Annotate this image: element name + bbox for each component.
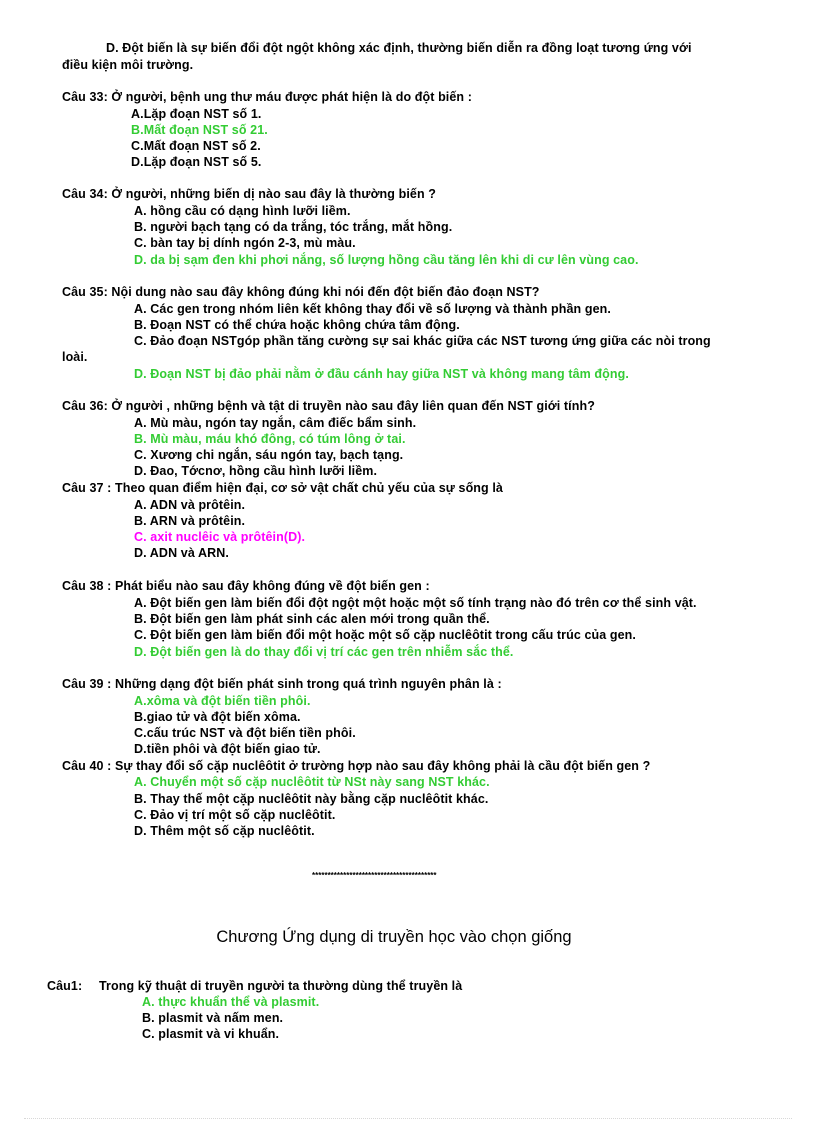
q34-option-b: B. người bạch tạng có da trắng, tóc trắng, mắt hồng. bbox=[134, 220, 453, 234]
chapter-title: Chương Ứng dụng di truyền học vào chọn giống bbox=[216, 928, 572, 946]
question-35: Câu 35: Nội dung nào sau đây không đúng khi nói đến đột biến đảo đoạn NST? bbox=[62, 285, 540, 299]
q33-option-d: D.Lặp đoạn NST số 5. bbox=[131, 155, 262, 169]
q35-option-c-line-2: loài. bbox=[62, 350, 88, 364]
q38-option-b: B. Đột biến gen làm phát sinh các alen mới trong quần thể. bbox=[134, 612, 490, 626]
q40-option-b: B. Thay thế một cặp nuclêôtit này bằng cặp nuclêôtit khác. bbox=[134, 792, 489, 806]
q36-option-c: C. Xương chi ngắn, sáu ngón tay, bạch tạng. bbox=[134, 448, 404, 462]
q33-option-c: C.Mất đoạn NST số 2. bbox=[131, 139, 261, 153]
chapter-q1-option-c: C. plasmit và vi khuẩn. bbox=[142, 1027, 280, 1041]
chapter-q1-option-a-correct: A. thực khuẩn thể và plasmit. bbox=[142, 995, 320, 1009]
chapter-question-1-label: Câu1: bbox=[47, 979, 83, 993]
q39-option-a-correct: A.xôma và đột biến tiền phôi. bbox=[134, 694, 311, 708]
page-bottom-divider bbox=[24, 1118, 792, 1119]
question-36: Câu 36: Ở người , những bệnh và tật di truyền nào sau đây liên quan đến NST giới tính? bbox=[62, 399, 595, 413]
question-37: Câu 37 : Theo quan điểm hiện đại, cơ sở vật chất chủ yếu của sự sống là bbox=[62, 481, 503, 495]
q34-option-a: A. hồng cầu có dạng hình lưỡi liềm. bbox=[134, 204, 351, 218]
q38-option-d-correct: D. Đột biến gen là do thay đổi vị trí các gen trên nhiễm sắc thể. bbox=[134, 645, 514, 659]
q36-option-a: A. Mù màu, ngón tay ngắn, câm điếc bẩm sinh. bbox=[134, 416, 417, 430]
q37-option-b: B. ARN và prôtêin. bbox=[134, 514, 246, 528]
q39-option-b: B.giao tử và đột biến xôma. bbox=[134, 710, 301, 724]
q40-option-a-correct: A. Chuyển một số cặp nuclêôtit từ NSt này sang NST khác. bbox=[134, 775, 490, 789]
q39-option-d: D.tiền phôi và đột biến giao tử. bbox=[134, 742, 321, 756]
chapter-question-1: Trong kỹ thuật di truyền người ta thường dùng thể truyền là bbox=[99, 979, 463, 993]
q38-option-c: C. Đột biến gen làm biến đổi một hoặc một số cặp nuclêôtit trong cấu trúc của gen. bbox=[134, 628, 636, 642]
q35-option-a: A. Các gen trong nhóm liên kết không thay đổi về số lượng và thành phần gen. bbox=[134, 302, 611, 316]
q34-option-d-correct: D. da bị sạm đen khi phơi nắng, số lượng hồng cầu tăng lên khi di cư lên vùng cao. bbox=[134, 253, 639, 267]
chapter-q1-option-b: B. plasmit và nấm men. bbox=[142, 1011, 284, 1025]
q40-option-d: D. Thêm một số cặp nuclêôtit. bbox=[134, 824, 315, 838]
q40-option-c: C. Đảo vị trí một số cặp nuclêôtit. bbox=[134, 808, 336, 822]
q33-option-b-correct: B.Mất đoạn NST số 21. bbox=[131, 123, 268, 137]
question-33: Câu 33: Ở người, bệnh ung thư máu được phát hiện là do đột biến : bbox=[62, 90, 473, 104]
q36-option-b-correct: B. Mù màu, máu khó đông, có túm lông ở tai. bbox=[134, 432, 406, 446]
question-34: Câu 34: Ở người, những biến dị nào sau đây là thường biến ? bbox=[62, 187, 437, 201]
question-39: Câu 39 : Những dạng đột biến phát sinh trong quá trình nguyên phân là : bbox=[62, 677, 502, 691]
q33-option-a: A.Lặp đoạn NST số 1. bbox=[131, 107, 262, 121]
intro-line-2: điều kiện môi trường. bbox=[62, 58, 194, 72]
q37-option-d: D. ADN và ARN. bbox=[134, 546, 229, 560]
q35-option-c-line-1: C. Đảo đoạn NSTgóp phần tăng cường sự sai khác giữa các NST tương ứng giữa các nòi trong bbox=[134, 334, 711, 348]
q37-option-c-correct: C. axit nuclêic và prôtêin(D). bbox=[134, 530, 306, 544]
intro-line-1: D. Đột biến là sự biến đổi đột ngột không xác định, thường biến diễn ra đồng loạt tương ứng với bbox=[106, 41, 692, 55]
q34-option-c: C. bàn tay bị dính ngón 2-3, mù màu. bbox=[134, 236, 356, 250]
q38-option-a: A. Đột biến gen làm biến đổi đột ngột một hoặc một số tính trạng nào đó trên cơ thể sinh vật. bbox=[134, 596, 697, 610]
q37-option-a: A. ADN và prôtêin. bbox=[134, 498, 246, 512]
question-38: Câu 38 : Phát biểu nào sau đây không đúng về đột biến gen : bbox=[62, 579, 430, 593]
q35-option-d-correct: D. Đoạn NST bị đảo phải nằm ở đầu cánh hay giữa NST và không mang tâm động. bbox=[134, 367, 629, 381]
q35-option-b: B. Đoạn NST có thể chứa hoặc không chứa tâm động. bbox=[134, 318, 460, 332]
q36-option-d: D. Đao, Tớcnơ, hồng cầu hình lưỡi liềm. bbox=[134, 464, 378, 478]
q39-option-c: C.cấu trúc NST và đột biến tiền phôi. bbox=[134, 726, 356, 740]
question-40: Câu 40 : Sự thay đổi số cặp nuclêôtit ở trường hợp nào sau đây không phải là cầu đột biến gen ? bbox=[62, 759, 651, 773]
section-separator: **************************************** bbox=[312, 871, 437, 880]
